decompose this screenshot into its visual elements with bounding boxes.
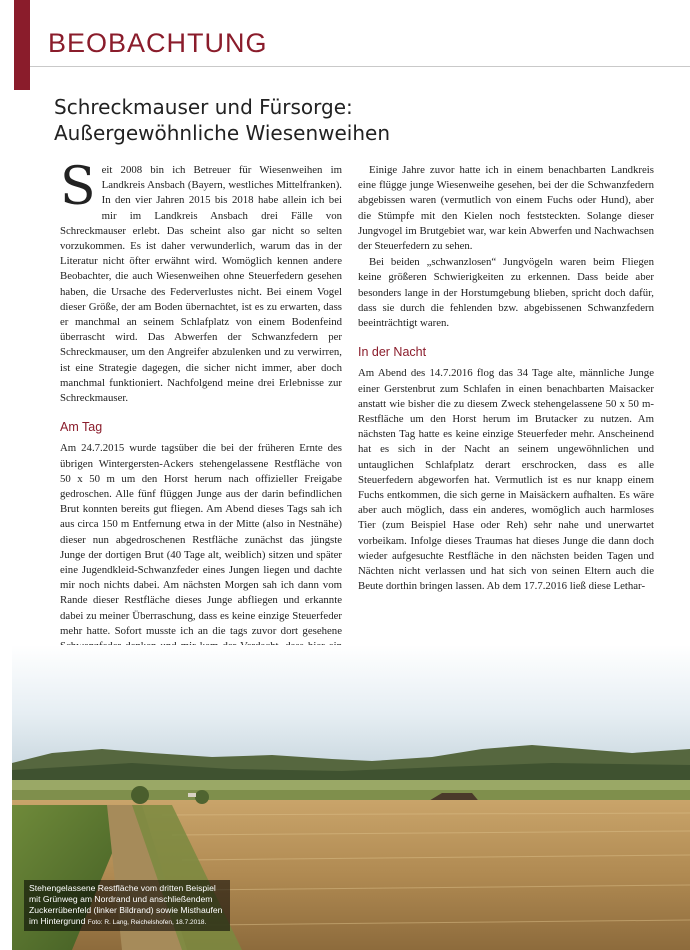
section-heading-day: Am Tag: [60, 420, 103, 435]
drop-cap: S: [60, 157, 96, 217]
intro-text: eit 2008 bin ich Betreuer für Wiesenweihen im Landkreis Ansbach (Bayern, westliches Mittelfranken). In den vier Jahren 2015 bis 2018 habe allein ich bei mir im Landkreis Ansbach drei Fälle von Schreckmauser erlebt. Das scheint also gar nicht so selten vorzukommen. Es ist daher verwunderlich, warum das in der Literatur nicht öfter erwähnt wird. Womöglich kennen andere Beobachter, die auch Wiesenweihen ohne Steuerfedern gesehen haben, die Ursache des Federverlustes nicht. Bei einem Vogel dieser Größe, der am Boden übernachtet, ist es zu erwarten, dass er manchmal an seinem Schlafplatz von einem Bodenfeind überrascht wird. Das Abwerfen der Schwanzfedern per Schreckmauser, um den Angreifer abzulenken und zu verwirren, ist eine Strategie dagegen, die sicher nicht immer, aber doch manchmal funktioniert. Nachfolgend meine drei Erlebnisse zur Schreckmauser.: [60, 164, 342, 405]
day-paragraph: Am 24.7.2015 wurde tagsüber die bei der früheren Ernte des übrigen Wintergersten-Ackers stehengelassene Restfläche von 50 x 50 m um den Horst herum nach offizieller Freigabe gedroschen. Alle fünf flüggen Junge aus der darin befindlichen Brut konnten bereits gut fliegen. Am Abend dieses Tags sah ich aus circa 150 m Entfernung etwa in der Mitte (also in Nestnähe) dieser nun abgedroschenen Restfläche zunächst das jüngste Junge der dortigen Brut (40 Tage alt, weiblich) sitzen und später eine Jugendkleid-Schwanzfeder eines Jungen liegen und dachte mir noch nichts dabei. Am nächsten Morgen sah ich dann vom Rande dieser Restfläche dieses Junge abfliegen und erkannte dabei zu meiner Überraschung, dass es keine einzige Steuerfeder mehr hatte. Sofort musste ich an die tags zuvor dort gesehene: [60, 442, 342, 637]
night-paragraph: Am Abend des 14.7.2016 flog das 34 Tage alte, männliche Junge einer Gerstenbrut zum Schlafen in einen benachbarten Maisacker anstatt wie bisher die zu diesem Zweck stehengelassene 50 x 50 m-Restfläche um den Horst herum im Brutacker zu nutzen. Am nächsten Tag hatte es keine einzige Steuerfeder mehr. Anscheinend hat es sich in der Nacht an seinem ungewöhnlichen und untauglichen Schlafplatz derart erschrocken, dass es alle Steuerfedern abgeworfen hat. Vermutlich ist es nur knapp einem Fuchs entkommen, die sich gerne in Maisäckern aufhalten. Es wäre aber auch möglich, dass ein anderes, womöglich auch harmloses Tier (zum Beispiel Hase oder Reh) sehr nahe und unerwartet vorbeikam. Infolge dieses Traumas hat dieses Junge die dann doch wieder aufgesuchte Restfläche in den nächsten beiden Tagen und Nächten nicht verlassen und hat sich von seinen Eltern auch die Beute dorthin bringen lassen. Ab dem 17.7.2016 ließ diese Lethar-: [358, 367, 654, 593]
intro-paragraph: [60, 157, 342, 406]
section-heading-night: In der Nacht: [358, 345, 427, 360]
section-label: BEOBACHTUNG: [48, 28, 268, 58]
title-line-2: Außergewöhnliche Wiesenweihen: [54, 121, 390, 145]
text-column-right: [358, 163, 654, 595]
day-paragraph-3: Bei beiden „schwanzlosen“ Jungvögeln waren beim Fliegen keine größeren Schwierigkeiten zu erkennen. Dass beide aber besonders lange in der Horstumgebung blieben, spricht doch dafür, dass sie durch die fehlenden bzw. abgebissenen Schwanzfedern beeinträchtigt waren.: [358, 256, 654, 330]
caption-text: Stehengelassene Restfläche vom dritten Beispiel mit Grünweg am Nordrand und anschließendem Zuckerrübenfeld (linker Bildrand) sowie Misthaufen im Hintergrund: [29, 883, 223, 926]
article-title: [54, 94, 614, 146]
section-color-bar: [14, 0, 30, 90]
photo-credit: Foto: R. Lang, Reichelshofen, 18.7.2018.: [87, 919, 207, 926]
day-paragraph-2: Einige Jahre zuvor hatte ich in einem benachbarten Landkreis eine flügge junge Wiesenweihe gesehen, bei der die Schwanzfedern abgebissen waren (vermutlich von einem Fuchs oder Hund), aber die Stümpfe mit den Kielen noch feststeckten. Solange dieser Jungvogel im Brutgebiet war, war kein Abwerfen und Nachwachsen der Steuerfedern zu sehen.: [358, 164, 654, 253]
photo-caption: [24, 880, 230, 931]
title-line-1: Schreckmauser und Fürsorge:: [54, 95, 353, 119]
header-divider: [30, 66, 690, 67]
